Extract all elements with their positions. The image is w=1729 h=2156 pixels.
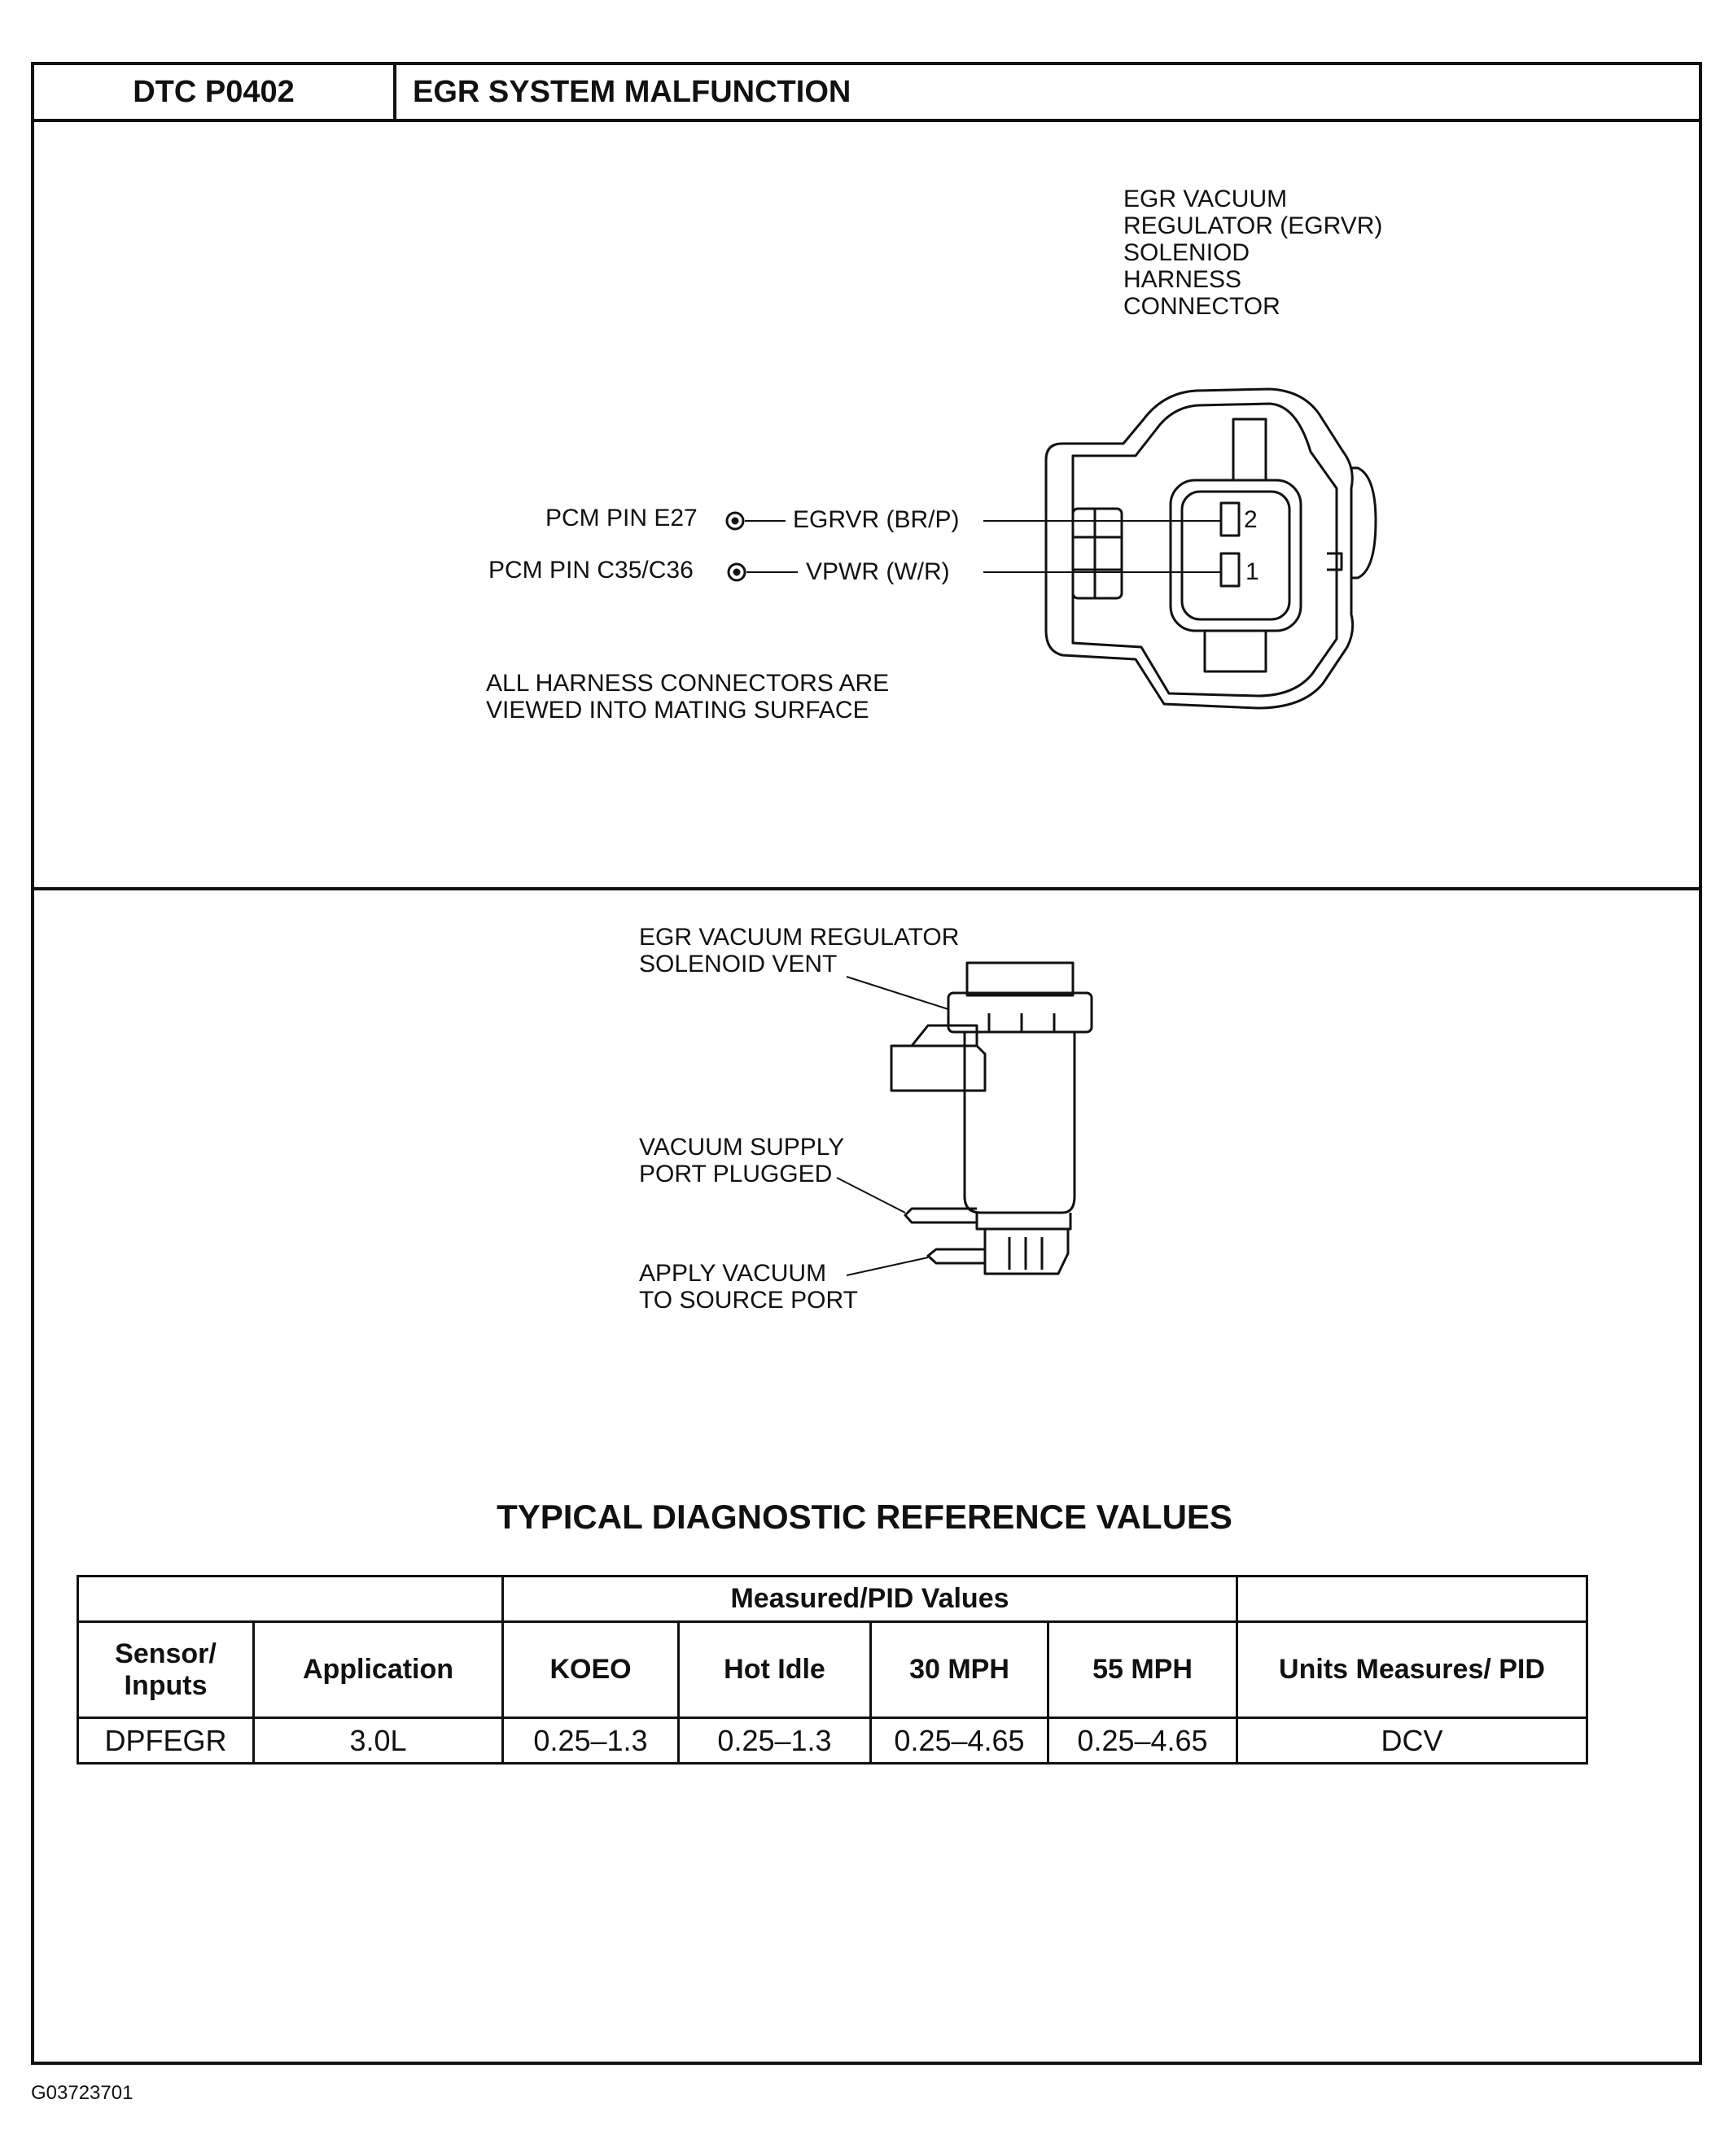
table-cell: 0.25–4.65 bbox=[871, 1718, 1048, 1764]
connector-title: EGR VACUUM REGULATOR (EGRVR) SOLENIOD HARNESS CONNECTOR bbox=[1123, 186, 1383, 320]
col-header: Hot Idle bbox=[679, 1622, 871, 1718]
apply-vacuum-label: APPLY VACUUM TO SOURCE PORT bbox=[639, 1260, 858, 1314]
col-header: 30 MPH bbox=[871, 1622, 1048, 1718]
col-header: Units Measures/ PID bbox=[1237, 1622, 1587, 1718]
egrvr-circuit-label: EGRVR (BR/P) bbox=[793, 506, 960, 533]
vpwr-circuit-label: VPWR (W/R) bbox=[806, 558, 950, 585]
pin-2-terminal bbox=[1221, 503, 1239, 536]
table-cell: DCV bbox=[1237, 1718, 1587, 1764]
dtc-code: DTC P0402 bbox=[34, 65, 396, 119]
pin-1-number: 1 bbox=[1245, 558, 1259, 585]
table-header-row bbox=[78, 1622, 1587, 1718]
connector-pocket bbox=[1171, 419, 1342, 671]
figure-id: G03723701 bbox=[31, 2082, 134, 2104]
vacuum-supply-label: VACUUM SUPPLY PORT PLUGGED bbox=[639, 1134, 845, 1187]
table-cell: 0.25–1.3 bbox=[503, 1718, 679, 1764]
table-cell: 0.25–4.65 bbox=[1048, 1718, 1237, 1764]
group-header: Measured/PID Values bbox=[503, 1577, 1237, 1622]
table-cell: 3.0L bbox=[254, 1718, 503, 1764]
table-cell: DPFEGR bbox=[78, 1718, 254, 1764]
col-header: Application bbox=[254, 1622, 503, 1718]
solenoid-vent-label: EGR VACUUM REGULATOR SOLENOID VENT bbox=[639, 924, 960, 977]
solenoid-drawing bbox=[837, 963, 1092, 1275]
reference-values-table bbox=[77, 1575, 1588, 1765]
table-cell: 0.25–1.3 bbox=[679, 1718, 871, 1764]
pin-2-number: 2 bbox=[1244, 506, 1258, 533]
col-header: KOEO bbox=[503, 1622, 679, 1718]
connector-latch bbox=[1073, 509, 1122, 598]
connector-view-note: ALL HARNESS CONNECTORS ARE VIEWED INTO MATING SURFACE bbox=[486, 670, 890, 724]
dtc-title: EGR SYSTEM MALFUNCTION bbox=[413, 75, 851, 109]
pin-1-terminal bbox=[1221, 553, 1239, 586]
table-title: TYPICAL DIAGNOSTIC REFERENCE VALUES bbox=[497, 1498, 1232, 1536]
table-group-header-row bbox=[78, 1577, 1587, 1622]
table-row bbox=[78, 1718, 1587, 1764]
col-header: 55 MPH bbox=[1048, 1622, 1237, 1718]
pcm-pin-c35-label: PCM PIN C35/C36 bbox=[488, 557, 694, 584]
col-header: Sensor/ Inputs bbox=[78, 1622, 254, 1718]
pcm-pin-e27-label: PCM PIN E27 bbox=[545, 505, 698, 531]
